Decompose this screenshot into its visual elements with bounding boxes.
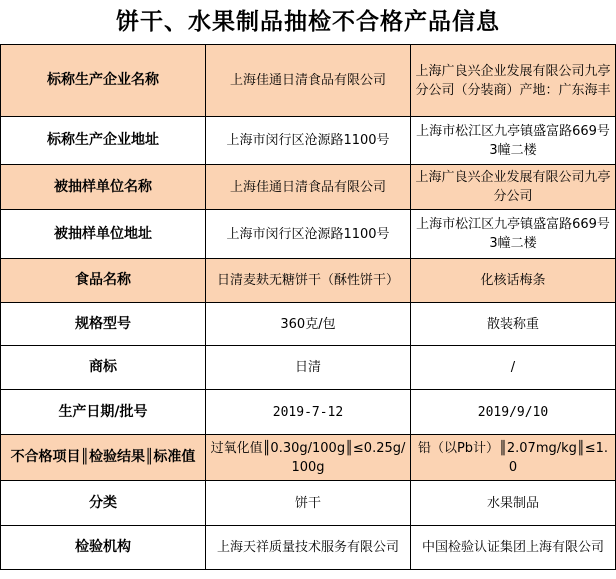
row-label: 被抽样单位地址 [1,210,206,259]
table-row [1,390,616,435]
table-row [1,481,616,526]
table-row [1,210,616,259]
cell-product-b: 上海市松江区九亭镇盛富路669号3幢二楼 [411,117,616,165]
cell-product-b: 上海市松江区九亭镇盛富路669号3幢二楼 [411,210,616,259]
cell-product-a: 360克/包 [206,303,411,346]
page-title: 饼干、水果制品抽检不合格产品信息 [116,9,500,35]
cell-product-b: / [411,346,616,390]
row-label: 分类 [1,481,206,526]
cell-product-a: 2019-7-12 [206,390,411,435]
cell-product-b: 铅（以Pb计）║2.07mg/kg║≤1.0 [411,435,616,481]
cell-product-a: 上海佳通日清食品有限公司 [206,165,411,210]
cell-product-b: 中国检验认证集团上海有限公司 [411,526,616,570]
cell-product-a: 过氧化值║0.30g/100g║≤0.25g/100g [206,435,411,481]
table-row [1,303,616,346]
table-row [1,45,616,117]
row-label: 规格型号 [1,303,206,346]
row-label: 商标 [1,346,206,390]
cell-product-a: 日清 [206,346,411,390]
table-row [1,259,616,303]
table-row [1,117,616,165]
row-label: 标称生产企业名称 [1,45,206,117]
cell-product-b: 散装称重 [411,303,616,346]
table-row [1,346,616,390]
row-label: 食品名称 [1,259,206,303]
cell-product-a: 上海市闵行区沧源路1100号 [206,117,411,165]
row-label: 标称生产企业地址 [1,117,206,165]
cell-product-a: 饼干 [206,481,411,526]
table-row [1,526,616,570]
row-label: 生产日期/批号 [1,390,206,435]
cell-product-b: 2019/9/10 [411,390,616,435]
cell-product-a: 上海佳通日清食品有限公司 [206,45,411,117]
table-row [1,435,616,481]
cell-product-a: 上海市闵行区沧源路1100号 [206,210,411,259]
cell-product-a: 日清麦麸无糖饼干（酥性饼干） [206,259,411,303]
cell-product-b: 化核话梅条 [411,259,616,303]
row-label: 被抽样单位名称 [1,165,206,210]
cell-product-b: 上海广良兴企业发展有限公司九亭分公司（分装商）产地：广东海丰 [411,45,616,117]
row-label: 不合格项目║检验结果║标准值 [1,435,206,481]
row-label: 检验机构 [1,526,206,570]
cell-product-a: 上海天祥质量技术服务有限公司 [206,526,411,570]
table-row [1,165,616,210]
cell-product-b: 水果制品 [411,481,616,526]
info-table [0,44,616,570]
cell-product-b: 上海广良兴企业发展有限公司九亭分公司 [411,165,616,210]
